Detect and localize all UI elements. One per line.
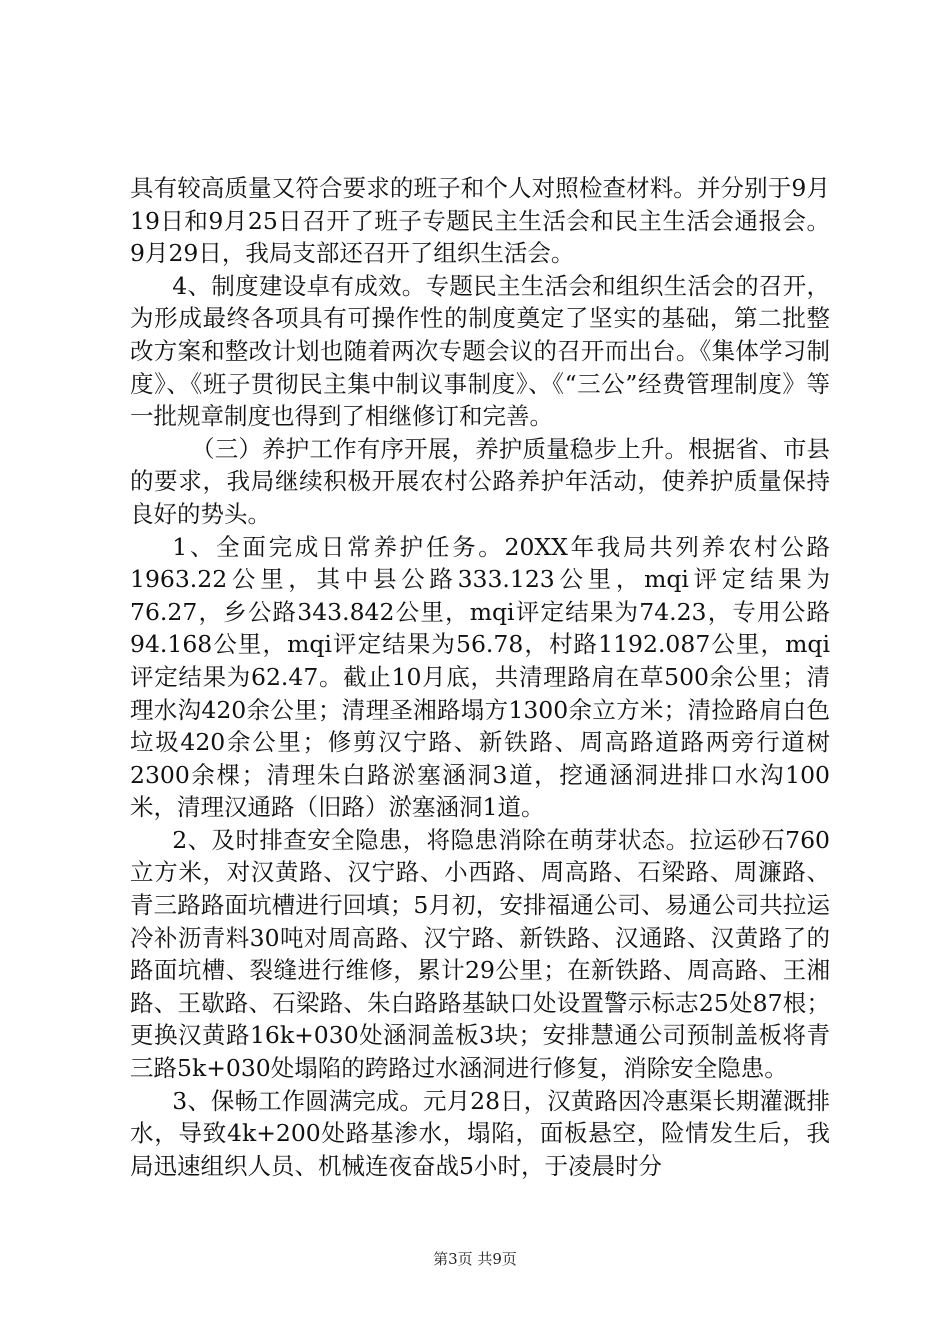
paragraph-section-three-heading: （三）养护工作有序开展，养护质量稳步上升。根据省、市县的要求，我局继续积极开展农村公路养护年活动，使养护质量保持良好的势头。: [130, 434, 830, 528]
paragraph-daily-maintenance: 1、全面完成日常养护任务。20XX年我局共列养农村公路1963.22公里，其中县公路333.123公里，mqi评定结果为76.27，乡公路343.842公里，mqi评定结果为74.23，专用公路94.168公里，mqi评定结果为56.78，村路1192.087公里，mqi评定结果为62.47。截止10月底，共清理路肩在草500余公里；清理水沟420余公里；清理圣湘路塌方1300余立方米；清捡路肩白色垃圾420余公里；修剪汉宁路、新铁路、周高路道路两旁行道树2300余棵；清理朱白路淤塞涵洞3道，挖通涵洞进排口水沟100米，清理汉通路（旧路）淤塞涵洞1道。: [130, 532, 830, 822]
paragraph-traffic-guarantee: 3、保畅工作圆满完成。元月28日，汉黄路因冷惠渠长期灌溉排水，导致4k+200处路基渗水，塌陷，面板悬空，险情发生后，我局迅速组织人员、机械连夜奋战5小时，于凌晨时分: [130, 1086, 830, 1180]
document-body: [130, 172, 830, 1182]
page-footer: 第3页 共9页: [433, 1250, 517, 1268]
paragraph-continuation: 具有较高质量又符合要求的班子和个人对照检查材料。并分别于9月19日和9月25日召开了班子专题民主生活会和民主生活会通报会。9月29日，我局支部还召开了组织生活会。: [130, 174, 830, 268]
paragraph-safety-hazards: 2、及时排查安全隐患，将隐患消除在萌芽状态。拉运砂石760立方米，对汉黄路、汉宁路、小西路、周高路、石梁路、周濂路、青三路路面坑槽进行回填；5月初，安排福通公司、易通公司共拉运冷补沥青料30吨对周高路、汉宁路、新铁路、汉通路、汉黄路了的路面坑槽、裂缝进行维修，累计29公里；在新铁路、周高路、王湘路、王歇路、石梁路、朱白路路基缺口处设置警示标志25处87根；更换汉黄路16k+030处涵洞盖板3块；安排慧通公司预制盖板将青三路5k+030处塌陷的跨路过水涵洞进行修复，消除安全隐患。: [130, 825, 830, 1083]
paragraph-system-building: 4、制度建设卓有成效。专题民主生活会和组织生活会的召开，为形成最终各项具有可操作性的制度奠定了坚实的基础，第二批整改方案和整改计划也随着两次专题会议的召开而出台。《集体学习制度》、《班子贯彻民主集中制议事制度》、《“三公”经费管理制度》等一批规章制度也得到了相继修订和完善。: [130, 271, 830, 431]
